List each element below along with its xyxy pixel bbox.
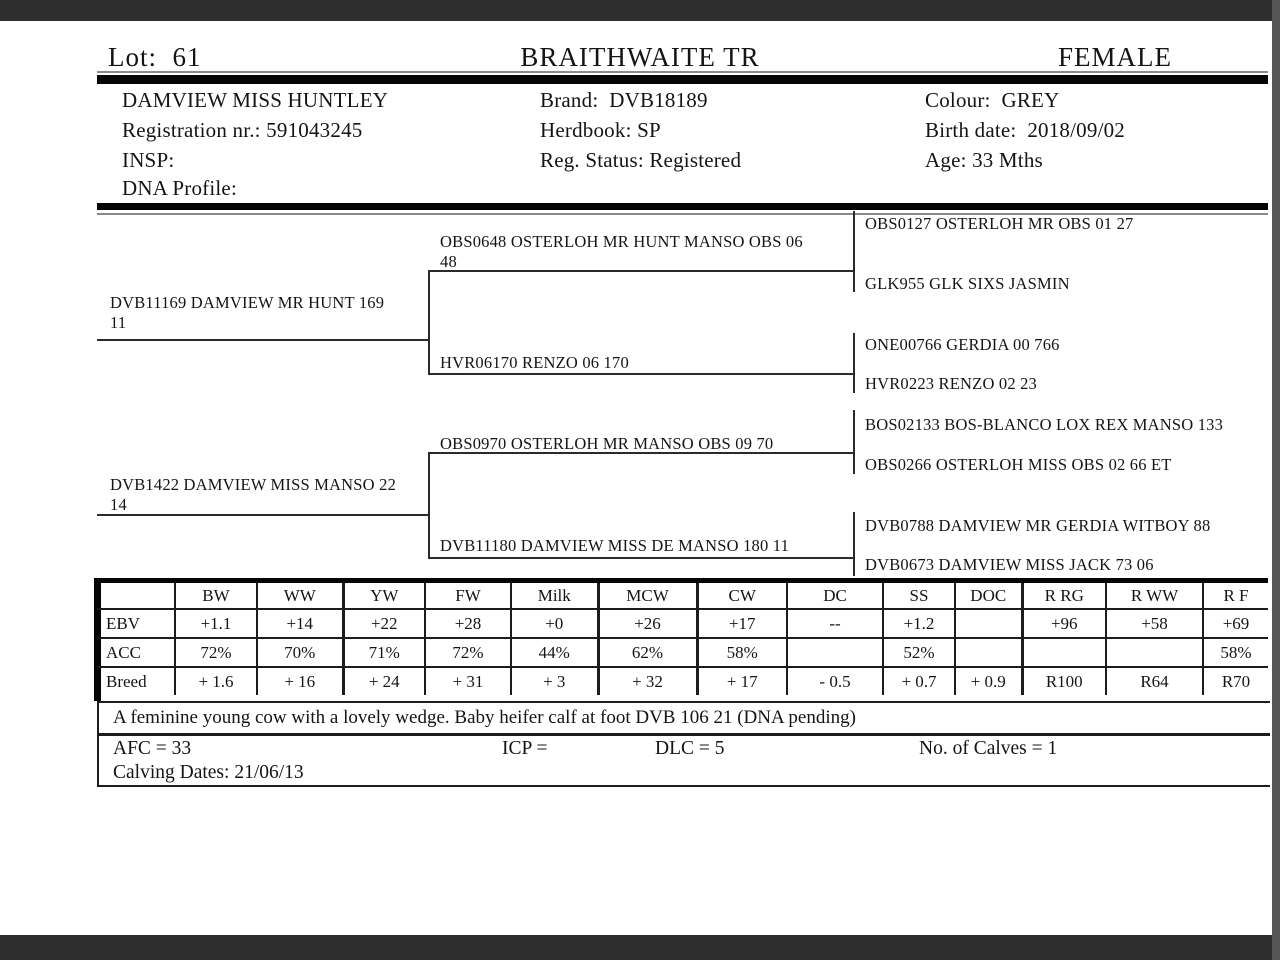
ebv-header-row <box>97 581 1268 610</box>
pedigree-dam <box>110 475 440 515</box>
pedigree-vline-gg3 <box>853 410 855 474</box>
ebv-row-ebv <box>97 609 1268 638</box>
insp-label: INSP: <box>122 148 175 172</box>
ebv-cell: +22 <box>343 609 425 638</box>
icp-value: ICP = <box>502 738 548 759</box>
ebv-cell: 58% <box>697 638 787 667</box>
pedigree-vline-sire <box>428 270 430 375</box>
ebv-row-label: EBV <box>97 609 175 638</box>
ebv-column-header: R RG <box>1022 581 1106 610</box>
ebv-row-label: Breed <box>97 667 175 695</box>
scan-top-bar <box>0 0 1280 21</box>
ebv-cell: 72% <box>425 638 511 667</box>
pedigree-dam-dam: DVB11180 DAMVIEW MISS DE MANSO 180 11 <box>440 536 790 555</box>
ebv-cell: 58% <box>1203 638 1268 667</box>
ebv-cell: +14 <box>257 609 343 638</box>
ebv-column-header: R F <box>1203 581 1268 610</box>
pedigree-sire-sire-line1: OBS0648 OSTERLOH MR HUNT MANSO OBS 06 <box>440 232 803 251</box>
pedigree-vline-gg2 <box>853 333 855 393</box>
fertility-box <box>97 736 1270 787</box>
pedigree-line-dam-sire <box>428 452 855 454</box>
ebv-cell: +0 <box>511 609 598 638</box>
ebv-table-wrap <box>97 578 1268 695</box>
sex-label: FEMALE <box>1058 42 1172 72</box>
birth-date: Birth date: 2018/09/02 <box>925 118 1125 142</box>
pedigree-ss-dam: GLK955 GLK SIXS JASMIN <box>865 274 1070 293</box>
ebv-cell: +26 <box>598 609 697 638</box>
pedigree-line-sire-sire <box>428 270 855 272</box>
pedigree-vline-gg4 <box>853 512 855 576</box>
brand: Brand: DVB18189 <box>540 88 708 112</box>
ebv-cell: 52% <box>883 638 955 667</box>
owner-title: BRAITHWAITE TR <box>520 42 760 72</box>
ebv-cell: R100 <box>1022 667 1106 695</box>
pedigree-dd-dam: DVB0673 DAMVIEW MISS JACK 73 06 <box>865 555 1154 574</box>
ebv-column-header: SS <box>883 581 955 610</box>
pedigree-line-dam-dam <box>428 557 855 559</box>
ebv-cell: 71% <box>343 638 425 667</box>
pedigree-sire-sire-line2: 48 <box>440 252 457 271</box>
pedigree-dd-sire: DVB0788 DAMVIEW MR GERDIA WITBOY 88 <box>865 516 1211 535</box>
ebv-cell: +1.1 <box>175 609 257 638</box>
pedigree-dam-line2: 14 <box>110 495 127 514</box>
animal-name: DAMVIEW MISS HUNTLEY <box>122 88 389 112</box>
ebv-cell: R64 <box>1106 667 1203 695</box>
afc-value: AFC = 33 <box>113 738 192 759</box>
ebv-cell: +1.2 <box>883 609 955 638</box>
ebv-row-breed <box>97 667 1268 695</box>
ebv-column-header: R WW <box>1106 581 1203 610</box>
ebv-cell: + 0.7 <box>883 667 955 695</box>
ebv-cell <box>787 638 883 667</box>
pedigree-vline-gg1 <box>853 211 855 292</box>
pedigree-sire-sire <box>440 232 850 272</box>
pedigree-ds-dam: OBS0266 OSTERLOH MISS OBS 02 66 ET <box>865 455 1172 474</box>
ebv-table <box>97 578 1268 695</box>
ebv-column-header: WW <box>257 581 343 610</box>
pedigree-sire-dam: HVR06170 RENZO 06 170 <box>440 353 629 372</box>
comment-box <box>97 701 1270 736</box>
ebv-cell: 44% <box>511 638 598 667</box>
ebv-column-header: BW <box>175 581 257 610</box>
pedigree-line-sire-dam <box>428 373 855 375</box>
ebv-column-header: YW <box>343 581 425 610</box>
ebv-cell: +58 <box>1106 609 1203 638</box>
pedigree-sire <box>110 293 430 333</box>
ebv-cell: +17 <box>697 609 787 638</box>
ebv-cell: + 17 <box>697 667 787 695</box>
pedigree-sire-line2: 11 <box>110 313 127 332</box>
pedigree-vline-dam <box>428 452 430 559</box>
ebv-cell: +28 <box>425 609 511 638</box>
ebv-cell: + 32 <box>598 667 697 695</box>
scan-right-edge <box>1272 0 1280 960</box>
pedigree-line-sire <box>97 339 429 341</box>
ebv-cell: + 0.9 <box>955 667 1022 695</box>
header-rule-thick <box>97 75 1268 84</box>
herdbook: Herdbook: SP <box>540 118 661 142</box>
ebv-column-header: CW <box>697 581 787 610</box>
ebv-cell: 70% <box>257 638 343 667</box>
colour: Colour: GREY <box>925 88 1060 112</box>
ebv-cell: 62% <box>598 638 697 667</box>
age: Age: 33 Mths <box>925 148 1043 172</box>
ebv-cell: R70 <box>1203 667 1268 695</box>
pedigree-sd-dam: HVR0223 RENZO 02 23 <box>865 374 1038 393</box>
ebv-row-acc <box>97 638 1268 667</box>
ebv-cell: +96 <box>1022 609 1106 638</box>
comment-text: A feminine young cow with a lovely wedge. Baby heifer calf at foot DVB 106 21 (DNA pending) <box>113 707 856 728</box>
dna-profile-label: DNA Profile: <box>122 176 237 200</box>
ebv-cell: + 24 <box>343 667 425 695</box>
ebv-cell: 72% <box>175 638 257 667</box>
dlc-value: DLC = 5 <box>655 738 725 759</box>
pedigree-sd-sire: ONE00766 GERDIA 00 766 <box>865 335 1060 354</box>
ebv-row-label: ACC <box>97 638 175 667</box>
pedigree-sire-line1: DVB11169 DAMVIEW MR HUNT 169 <box>110 293 385 312</box>
header-rule-thin <box>97 71 1268 73</box>
pedigree-dam-line1: DVB1422 DAMVIEW MISS MANSO 22 <box>110 475 397 494</box>
ebv-cell: + 31 <box>425 667 511 695</box>
ebv-cell: + 16 <box>257 667 343 695</box>
reg-status: Reg. Status: Registered <box>540 148 742 172</box>
ebv-cell <box>955 609 1022 638</box>
scan-bottom-bar <box>0 935 1280 960</box>
ebv-column-header: MCW <box>598 581 697 610</box>
pedigree-dam-sire: OBS0970 OSTERLOH MR MANSO OBS 09 70 <box>440 434 774 453</box>
ebv-cell: + 1.6 <box>175 667 257 695</box>
ebv-cell: - 0.5 <box>787 667 883 695</box>
ebv-cell <box>1106 638 1203 667</box>
pedigree-ss-sire: OBS0127 OSTERLOH MR OBS 01 27 <box>865 214 1134 233</box>
lot-number: Lot: 61 <box>108 42 202 72</box>
info-rule-thick <box>97 203 1268 210</box>
ebv-cell <box>1022 638 1106 667</box>
pedigree-line-dam <box>97 514 429 516</box>
pedigree-ds-sire: BOS02133 BOS-BLANCO LOX REX MANSO 133 <box>865 415 1224 434</box>
ebv-column-header: FW <box>425 581 511 610</box>
ebv-column-header: DC <box>787 581 883 610</box>
ebv-cell <box>955 638 1022 667</box>
ebv-cell: +69 <box>1203 609 1268 638</box>
calving-dates: Calving Dates: 21/06/13 <box>113 762 304 783</box>
registration-number: Registration nr.: 591043245 <box>122 118 363 142</box>
ebv-column-header <box>97 581 175 610</box>
ebv-column-header: Milk <box>511 581 598 610</box>
ebv-cell: + 3 <box>511 667 598 695</box>
ebv-column-header: DOC <box>955 581 1022 610</box>
ebv-cell: -- <box>787 609 883 638</box>
calves-count: No. of Calves = 1 <box>919 738 1058 759</box>
